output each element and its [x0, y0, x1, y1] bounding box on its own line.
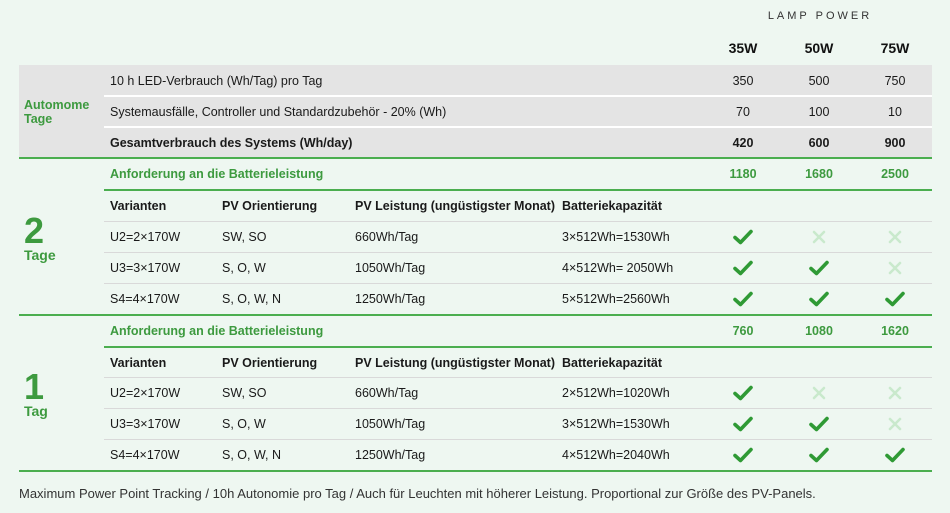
variant: U3=3×170W	[110, 417, 181, 431]
variant: U2=2×170W	[110, 230, 181, 244]
variant: S4=4×170W	[110, 448, 180, 462]
column-header-35w: 35W	[728, 40, 758, 56]
autonomy-row	[104, 66, 932, 95]
variant-row	[104, 378, 932, 408]
mark-35w-check-icon	[708, 284, 778, 314]
battery-capacity: 4×512Wh=2040Wh	[562, 448, 670, 462]
autonomy-label: Automome Tage	[24, 98, 90, 126]
mark-50w-cross-icon	[784, 222, 854, 252]
orientation: S, O, W, N	[222, 448, 282, 462]
autonomy-row	[104, 97, 932, 126]
requirement-75w: 1620	[881, 324, 909, 338]
mark-35w-check-icon	[708, 222, 778, 252]
value-75w: 10	[888, 104, 902, 119]
orientation: SW, SO	[222, 386, 267, 400]
battery-capacity: 4×512Wh= 2050Wh	[562, 261, 674, 275]
pv-power: 660Wh/Tag	[355, 230, 419, 244]
value-35w: 350	[732, 73, 754, 88]
orientation-header: PV Orientierung	[222, 355, 318, 370]
battery-capacity: 3×512Wh=1530Wh	[562, 230, 670, 244]
mark-75w-check-icon	[860, 440, 930, 470]
requirement-35w: 1180	[729, 167, 757, 181]
orientation: S, O, W, N	[222, 292, 282, 306]
pv-power: 1050Wh/Tag	[355, 261, 426, 275]
battery-requirement-row	[104, 316, 932, 346]
pv-power: 1250Wh/Tag	[355, 292, 426, 306]
column-header-50w: 50W	[804, 40, 834, 56]
row-label: 10 h LED-Verbrauch (Wh/Tag) pro Tag	[110, 73, 323, 88]
variant-row	[104, 440, 932, 470]
days-number: 1	[24, 366, 45, 407]
mark-50w-check-icon	[784, 253, 854, 283]
mark-50w-cross-icon	[784, 378, 854, 408]
days-label: Tage	[24, 247, 56, 263]
value-75w: 750	[884, 73, 906, 88]
value-50w: 600	[808, 135, 830, 150]
variants-header-row	[104, 348, 932, 377]
pv-power: 660Wh/Tag	[355, 386, 419, 400]
mark-75w-cross-icon	[860, 222, 930, 252]
variant-row	[104, 222, 932, 252]
battery-header: Batteriekapazität	[562, 355, 663, 370]
value-50w: 500	[808, 73, 830, 88]
variant-row	[104, 284, 932, 314]
variant: U2=2×170W	[110, 386, 181, 400]
variant-row	[104, 409, 932, 439]
pv-power: 1050Wh/Tag	[355, 417, 426, 431]
lamp-power-heading: LAMP POWER	[767, 10, 873, 22]
mark-35w-check-icon	[708, 253, 778, 283]
autonomy-total-row	[104, 128, 932, 157]
days-label: Tag	[24, 403, 48, 419]
row-label: Systemausfälle, Controller und Standardzubehör - 20% (Wh)	[110, 104, 447, 119]
battery-header: Batteriekapazität	[562, 199, 663, 213]
mark-50w-check-icon	[784, 409, 854, 439]
variant: U3=3×170W	[110, 261, 181, 275]
footer-note: Maximum Power Point Tracking / 10h Autonomie pro Tag / Auch für Leuchten mit höherer Leistung. Proportional zur Größe des PV-Panels.	[19, 486, 816, 501]
battery-capacity: 2×512Wh=1020Wh	[562, 386, 670, 400]
mark-75w-cross-icon	[860, 409, 930, 439]
variants-header-row	[104, 191, 932, 221]
value-50w: 100	[808, 104, 830, 119]
table-bottom-rule	[19, 470, 932, 472]
variant-row	[104, 253, 932, 283]
orientation-header: PV Orientierung	[222, 199, 318, 213]
battery-capacity: 3×512Wh=1530Wh	[562, 417, 670, 431]
variant: S4=4×170W	[110, 292, 180, 306]
requirement-label: Anforderung an die Batterieleistung	[110, 324, 324, 338]
requirement-35w: 760	[732, 324, 754, 338]
column-header-75w: 75W	[880, 40, 910, 56]
mark-75w-check-icon	[860, 284, 930, 314]
requirement-50w: 1680	[805, 167, 833, 181]
orientation: S, O, W	[222, 417, 266, 431]
variants-header: Varianten	[110, 199, 167, 213]
value-75w: 900	[884, 135, 906, 150]
battery-capacity: 5×512Wh=2560Wh	[562, 292, 670, 306]
mark-50w-check-icon	[784, 440, 854, 470]
mark-35w-check-icon	[708, 409, 778, 439]
battery-requirement-row	[104, 159, 932, 189]
orientation: SW, SO	[222, 230, 267, 244]
value-35w: 70	[736, 104, 750, 119]
requirement-50w: 1080	[805, 324, 833, 338]
pv-power-header: PV Leistung (ungüstigster Monat)	[355, 199, 555, 213]
mark-35w-check-icon	[708, 440, 778, 470]
mark-75w-cross-icon	[860, 378, 930, 408]
mark-35w-check-icon	[708, 378, 778, 408]
value-35w: 420	[732, 135, 754, 150]
days-number: 2	[24, 210, 45, 251]
pv-power: 1250Wh/Tag	[355, 448, 426, 462]
row-label: Gesamtverbrauch des Systems (Wh/day)	[110, 135, 353, 150]
mark-50w-check-icon	[784, 284, 854, 314]
requirement-label: Anforderung an die Batterieleistung	[110, 167, 324, 181]
requirement-75w: 2500	[881, 167, 909, 181]
orientation: S, O, W	[222, 261, 266, 275]
mark-75w-cross-icon	[860, 253, 930, 283]
variants-header: Varianten	[110, 355, 167, 370]
pv-power-header: PV Leistung (ungüstigster Monat)	[355, 355, 555, 370]
